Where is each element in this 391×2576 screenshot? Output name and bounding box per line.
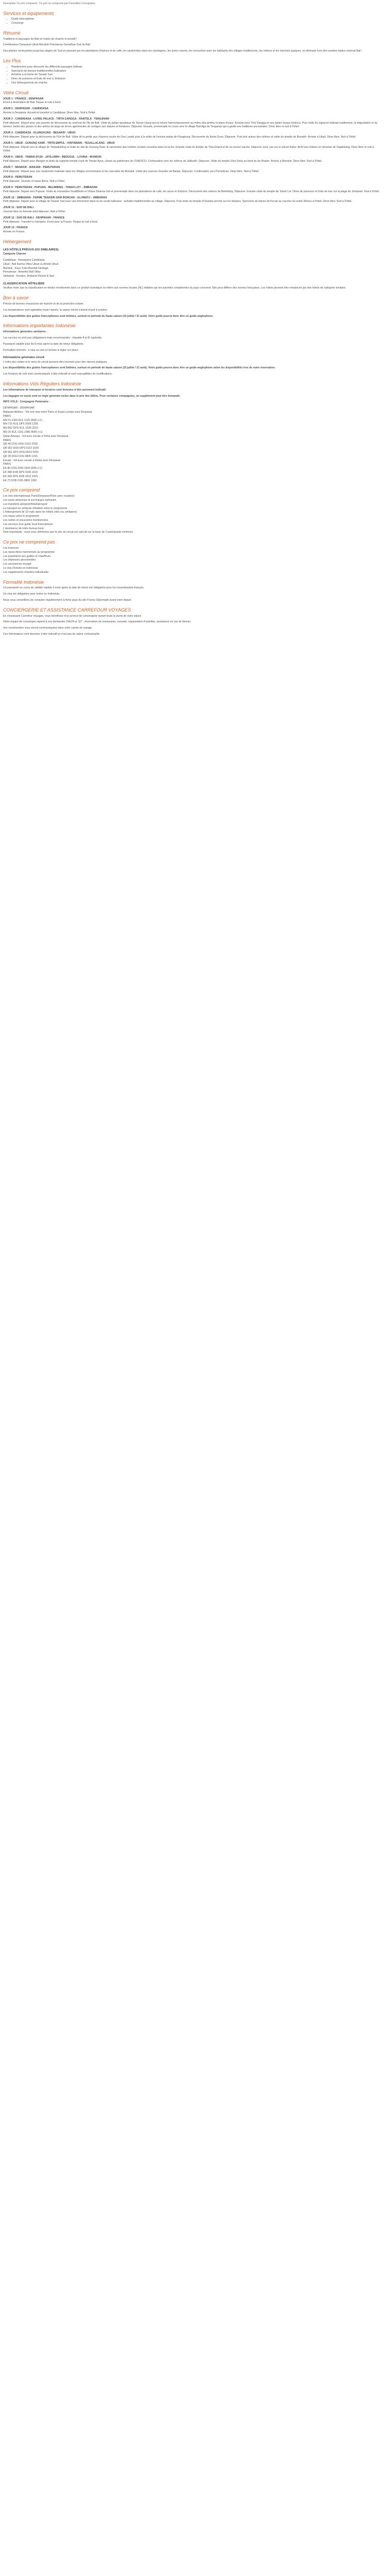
route-line: Escale : Vol avec escale à Dubaï pour Denpasar bbox=[3, 459, 61, 462]
route-line: QR 39 DOH CDG 0805 1315 bbox=[3, 454, 38, 458]
circuit-section bbox=[3, 90, 382, 234]
day-title: JOUR 7 : MUNDUK - BANJAR - PEMUTERAN bbox=[3, 165, 60, 169]
route-line: QR 40 CDG DOH 1515 2330 bbox=[3, 443, 38, 446]
list-item: Les vols internationaux Paris/Denpasar/Paris avec escale(s) bbox=[3, 495, 75, 498]
prix-ne-comprend-list bbox=[3, 547, 382, 575]
list-item: Les pourboires aux guides et chauffeurs bbox=[3, 554, 51, 558]
conditions-section bbox=[3, 355, 382, 377]
day-title: JOUR 12 : SUD DE BALI - DENPASAR - FRANCE bbox=[3, 216, 64, 219]
conditions-title: Informations générales circuit bbox=[3, 356, 44, 360]
flight-routes bbox=[3, 406, 382, 483]
vols-airports-title: INFO VOLS - Compagnie Partenaire : bbox=[3, 400, 50, 404]
route-line: Qatar Airways - Vol avec escale à Doha pour Denpasar bbox=[3, 434, 69, 438]
prix-comprend-list bbox=[3, 495, 382, 531]
route-line: PARIS bbox=[3, 414, 11, 418]
conciergerie-section bbox=[3, 607, 382, 637]
hotel-list bbox=[3, 259, 382, 279]
hebergement-section bbox=[3, 239, 382, 291]
day-title: JOUR 4 : CANDIDASA - KLUNGKUNG - BESAKIH - UBUD bbox=[3, 131, 76, 135]
bonsavoir-section bbox=[3, 295, 382, 318]
formalites-paragraph: Un passeport en cours de validité valable 6 mois après la date de retour est obligatoire pour les ressortissants français. bbox=[3, 586, 144, 590]
day-item bbox=[3, 131, 382, 140]
day-title: JOUR 9 : PEMUTERAN - PUPUAN - BELIMBING - TANAH LOT - JIMBARAN bbox=[3, 186, 97, 189]
list-item: • Des hébergements de charme bbox=[11, 81, 382, 86]
day-title: JOUR 10 : JIMBARAN - FERME TANASIR SARI BONGAN - ULUWATU - JIMBARAN bbox=[3, 196, 107, 199]
formalites-title: Formalité Indonésie bbox=[3, 579, 44, 585]
conciergerie-title: CONCIERGERIE ET ASSISTANCE CARREFOUR VOYAGES bbox=[3, 607, 131, 613]
hotel-line: Jimbaran : Keraton Jimbaran Resort & Spa bbox=[3, 275, 54, 278]
vols-section bbox=[3, 381, 382, 483]
route-line: QR 961 DPS DOH 0010 0415 bbox=[3, 451, 39, 454]
list-item: • Spectacle de danses traditionnelles balinaises bbox=[11, 70, 382, 74]
vols-paragraph: Les informations de transport et horaires sont données à titre purement indicatif. bbox=[3, 388, 107, 392]
route-line: PARIS bbox=[3, 463, 11, 466]
list-item: L'hébergement de 10 nuits dans les hôtels cités (ou similaires) bbox=[3, 511, 77, 514]
route-line: QR 962 DOH DPS 0210 1630 bbox=[3, 447, 39, 450]
sanitaires-paragraph: Informations générales sanitaires : bbox=[3, 330, 47, 334]
list-item: Les taxes aériennes et surcharges carburant bbox=[3, 499, 56, 502]
day-text: Petit déjeuner. Départ vers Pupuan. Visite du monastère bouddhiste et Vihara Dharma Giri et promenade dans les plantations de café, de cacao et d'épices. Découverte des rizières de Belimbing. Déjeuner. Ensuite visite du temple de Tanah Lot. Diner de poissons et fruits de mer sur la plage de Jimbaran. Nuit à l'hôtel. bbox=[3, 190, 380, 193]
bonsavoir-paragraph: Les températures sont agréables toute l'année, la saison sèche s'étend d'avril à octobre. bbox=[3, 308, 108, 312]
classification-text: Veuillez noter que la classification en étoiles mentionnée dans ce produit touristique se réfère aux normes locales (NL) établies par les autorités compétentes du pays concerné. Elle peut différer des normes françaises. Les hôtels peuvent être remplacés par des hôtels de catégorie similaire. bbox=[3, 286, 347, 290]
hotel-line: Pemuteran : Amertha Bali Villas bbox=[3, 270, 41, 274]
list-item: Les services d'un guide local francophone bbox=[3, 522, 53, 526]
day-text: Petit déjeuner. Départ pour la découverte de l'Est de Bali. Visite de la grotte aux chauves-souris de Goa Lawah puis à la visite de l'ancien palais de Klungkung. Découverte du Kerta Gosa. Déjeuner. Puis trek autour des rizières et visite du temple de Besakih. Arrivée à Ubud. Diner libre. Nuit à l'hôtel. bbox=[3, 135, 356, 139]
route-line: EK 80 CDG DXB 1520 0045 (+1) bbox=[3, 467, 42, 470]
services-section bbox=[3, 11, 382, 26]
day-item bbox=[3, 107, 382, 115]
hebergement-category: Catégorie Charme bbox=[3, 252, 26, 256]
formalites-paragraph: Un visa est obligatoire pour entrer en Indonésie. bbox=[3, 592, 60, 596]
route-line: PARIS bbox=[3, 438, 11, 442]
formalites-section bbox=[3, 580, 382, 603]
circuit-days bbox=[3, 97, 382, 234]
day-title: JOUR 8 : PEMUTERAN bbox=[3, 176, 32, 179]
day-title: JOUR 6 : UBUD - TAMAN AYUN - JATILUWIH - BEDUGUL - LOVINA - MUNDUK bbox=[3, 156, 102, 159]
list-item: • Randonnées pour découvrir les différents paysages balinais bbox=[11, 65, 382, 70]
bonsavoir-title: Bon à savoir bbox=[3, 295, 29, 301]
list-item: Les transferts aéroport/hôtel/aéroport bbox=[3, 502, 47, 506]
list-item: L'assistance de notre bureau local bbox=[3, 527, 44, 530]
day-text: Petit déjeuner. Départ pour le village de Tanasir Sari pour une immersion dans la vie rurale balinaise : activités traditionnelles au village. Déjeuner. Puis visite du temple d'Uluwatu perché sur les falaises. Spectacle de danse de Kecak au coucher du soleil. Retour à l'hôtel. Diner libre. Nuit à l'hôtel. bbox=[3, 200, 352, 204]
resume-paragraph: Combinaison Denpasar-Ubud-Munduk-Pemuteran-Sanukhan Sud de Bali bbox=[3, 43, 90, 47]
prix-comprend-note: Note importante : nous vous informons que le prix du circuit est calculé sur la base de 2 participants minimum. bbox=[3, 531, 134, 534]
conditions-paragraph: Les disponibilités des guides francophones sont limitées, surtout en période de haute saison (15 juillet / 31 août). Votre guide pourra donc être un guide anglophone selon les disponibilités lors de votre réservation. bbox=[3, 366, 275, 370]
day-text: Journée libre en formule petit déjeuner. Nuit à l'hôtel. bbox=[3, 210, 66, 213]
route-line: MH 21 CDG KUL 1125 0630 (+1) bbox=[3, 418, 42, 422]
day-title: JOUR 11 : SUD DE BALI bbox=[3, 206, 34, 210]
services-list bbox=[3, 18, 382, 26]
list-item: Les visites et excursions mentionnées bbox=[3, 518, 48, 522]
bonsavoir-paragraph: Les disponibilités des guides francophones sont limitées, surtout en période de haute saison (15 juillet / 31 août). Votre guide pourra donc être un guide anglophone. bbox=[3, 314, 214, 318]
hotel-line: Munduk : Kayu Tulis Munduk Heritage bbox=[3, 266, 48, 270]
classification-title: CLASSIFICATION HÔTELIÈRE bbox=[3, 282, 45, 285]
route-line: MH 20 KUL CDG 2340 0645 (+1) bbox=[3, 431, 43, 434]
plus-list bbox=[3, 65, 382, 86]
list-item: Les repas selon le programme bbox=[3, 515, 40, 518]
conciergerie-paragraph: En choisissant Carrefour Voyages, vous bénéficiez d'un service de conciergerie durant toute la durée de votre séjour. bbox=[3, 614, 142, 618]
route-line: EK 398 DXB DPS 0245 1615 bbox=[3, 471, 38, 474]
formalites-paragraph: Nous vous conseillons de consulter régulièrement la fiche pays du site France Diplomatie avant votre départ. bbox=[3, 598, 132, 602]
list-item: Les repas libres mentionnés au programme bbox=[3, 550, 55, 554]
list-item: • Concierge bbox=[11, 22, 382, 26]
list-item: Les dépenses personnelles bbox=[3, 558, 36, 562]
prix-ne-comprend-section bbox=[3, 539, 382, 574]
sanitaires-paragraph: Formalités d'entrée : e-visa ou visa à l'arrivée à régler sur place. bbox=[3, 348, 79, 352]
conditions-paragraph: L'ordre des visites et le sens du circuit peuvent être inversés pour des raisons pratiques. bbox=[3, 360, 108, 364]
day-item bbox=[3, 117, 382, 129]
list-item: Les boissons bbox=[3, 546, 19, 550]
day-item bbox=[3, 97, 382, 106]
conciergerie-paragraph: Ces informations sont données à titre indicatif et n'ont pas de valeur contractuelle. bbox=[3, 632, 101, 636]
day-title: JOUR 13 : FRANCE bbox=[3, 226, 28, 230]
day-title: JOUR 1 : FRANCE - DENPASAR bbox=[3, 97, 44, 100]
day-item bbox=[3, 206, 382, 214]
list-item: Le visa d'entrée en Indonésie bbox=[3, 566, 38, 570]
prix-comprend-section bbox=[3, 487, 382, 535]
prix-comprend-title: Ce prix comprend bbox=[3, 487, 40, 493]
sanitaires-paragraph: Les vaccins ne sont pas obligatoires mais recommandés : hépatite A et B, typhoïde. bbox=[3, 336, 103, 340]
day-title: JOUR 2 : DENPASAR - CANDIDASA bbox=[3, 107, 48, 111]
bonsavoir-paragraph: Prévoir de bonnes chaussures de marche et de la protection solaire. bbox=[3, 302, 84, 306]
resume-paragraph: Traditions et paysages de Bali en hotels de charme et privatif ! bbox=[3, 37, 77, 41]
day-text: Arrivée à Denpasar. Accueil et transfert à Candidasa. Diner libre. Nuit à l'hôtel. bbox=[3, 111, 96, 115]
sanitaires-paragraph: Passeport valable plus de 6 mois après la date de retour obligatoire. bbox=[3, 342, 84, 346]
resume-paragraph: Des plaines verdoyantes jusqu'aux plages de Sud en passant par les plantations d'épices et de café, les randonnées dans les montagnes, les lavers sacrés, les rencontres avec les habitants des villages traditionnels, les rivières et les marchés typiques, un itinéraire hors des sentiers battus nominal Bali ! bbox=[3, 49, 363, 53]
list-item: Les assurances voyage bbox=[3, 563, 31, 566]
resume-title: Résumé bbox=[3, 30, 21, 36]
day-text: Petit déjeuner. Départ pour une journée de découverte au nord-est de l'île de Bali. Visite du palais aquatique de Taman Ujung qui se trouve harmonieusement au milieu des jardins et plans d'eaux. Ensuite pour Tirta Gangga et ses palais royaux hindous. Puis visite du vigneron balinais traditionnel, la dégustation et du fameux Jardin des gestes et des arbres de large de terres agrémentés de vestiges aux statues et fontaines. Déjeuner. Ensuite, promenade en cours vers le village Bali Aga de Tenganan qui a gardé ses traditions ancestrales. Diner libre et nuit à l'hôtel. bbox=[3, 121, 378, 129]
list-item: • Diner de poissons et fruits de mer à Jimbaran bbox=[11, 77, 382, 81]
day-item bbox=[3, 196, 382, 205]
day-text: Envol à destination de Bali. Repas et nuit à bord. bbox=[3, 101, 61, 105]
day-title: JOUR 5 : UBUD - GUNUNG KAWI - TIRTA EMPUL - KINTAMANI - TEGALLALANG - UBUD bbox=[3, 141, 115, 145]
day-text: Petit déjeuner. Départ pour Mengwi et visite du superbe temple royal de Taman Ayun, classé au patrimoine de l'UNESCO. Continuation vers les rizières de Jatiluwih. Déjeuner. Visite du temple Ulun Danu au bord du lac Bratan. Arrivée à Munduk. Diner libre. Nuit à l'hôtel. bbox=[3, 160, 322, 163]
route-line: Malaysia Airlines - Vol non-stop entre Paris et Kuala Lumpur puis Denpasar bbox=[3, 411, 93, 414]
list-item: Le transport en véhicule climatisé selon le programme bbox=[3, 506, 68, 510]
day-text: Petit déjeuner. Départ vers le village de Tampaksiring et visite du site de Gunung Kawi, le sanctuaire des tombes royales creusées dans la roche. Ensuite visite du temple de Tirta Empul et de sa source sacrée. Déjeuner avec vue sur le volcan Batur. Arrêt aux rizières en terrasse de Tegallalang. Diner libre et nuit à l'hôtel. bbox=[3, 145, 374, 153]
day-item bbox=[3, 142, 382, 154]
day-text: Petit déjeuner. Départ pour une randonnée matinale dans les villages environnants et les cascades de Munduk. Visite des sources chaudes de Banjar. Déjeuner. Continuation vers Pemuteran. Diner libre. Nuit à l'hôtel. bbox=[3, 170, 259, 173]
day-item bbox=[3, 186, 382, 194]
conciergerie-paragraph: Vos coordonnées vous seront communiquées dans votre carnet de voyage. bbox=[3, 626, 93, 630]
services-title: Services et équipements bbox=[3, 10, 54, 16]
route-line: EK 73 DXB CDG 0800 1300 bbox=[3, 479, 37, 482]
route-line: MH 715 KUL DPS 0900 1205 bbox=[3, 422, 38, 426]
sanitaires-section bbox=[3, 323, 382, 352]
hotel-line: Ubud : Bali Karma Villas Ubud ou Artotel Ubud bbox=[3, 262, 58, 266]
plus-title: Les Plus bbox=[3, 58, 21, 64]
route-line: MH 852 DPS KUL 1930 2220 bbox=[3, 427, 38, 430]
conditions-paragraph: Les horaires de vols sont communiqués à titre indicatif et sont susceptibles de modifications. bbox=[3, 372, 113, 376]
prix-ne-comprend-title: Ce prix ne comprend pas bbox=[3, 539, 55, 545]
day-item bbox=[3, 226, 382, 234]
plus-section bbox=[3, 58, 382, 86]
hotel-line: Candidasa : Ramayana Candidasa bbox=[3, 258, 45, 262]
list-item: • Guide francophone bbox=[11, 18, 382, 22]
list-item: • Activités à la ferme de Tanasir Sari bbox=[11, 73, 382, 77]
route-line: EK 399 DPS DXB 1810 2325 bbox=[3, 474, 38, 478]
vols-paragraph: Les bagages en soute sont en règle générale inclus dans le prix des billets. Pour certaines compagnies, un supplément peut être demandé. bbox=[3, 394, 181, 398]
day-item bbox=[3, 156, 382, 164]
sanitaires-title: Informations importantes Indonésie bbox=[3, 323, 76, 329]
document-page bbox=[0, 0, 385, 644]
resume-section bbox=[3, 30, 382, 54]
day-item bbox=[3, 166, 382, 174]
hebergement-title: Hébergement bbox=[3, 239, 31, 244]
circuit-title: Votre Circuit bbox=[3, 90, 29, 95]
list-item: Les suppléments chambre individuelle bbox=[3, 570, 48, 574]
day-text: Arrivée en France. bbox=[3, 230, 25, 234]
route-line: DENPASAR - DENPASAR bbox=[3, 406, 35, 410]
day-item bbox=[3, 216, 382, 225]
conciergerie-paragraph: Notre équipe de concierges répond à vos demandes 24h/24 et 7j/7 : réservation de restaurants, conseils, organisation d'activités, assistance en cas de besoin. bbox=[3, 620, 191, 624]
vols-title: Informations Vols Réguliers Indonésie bbox=[3, 381, 82, 387]
day-text: Petit déjeuner. Journée et repas libres. Nuit à l'hôtel. bbox=[3, 180, 66, 183]
intro-text: Description Ce prix comprend : Ce prix ne comprend pas Formalités Consignées bbox=[3, 2, 95, 5]
hebergement-subtitle: LES HÔTELS PRÉVUS (OU SIMILAIRES): bbox=[3, 248, 59, 251]
day-title: JOUR 3 : CANDIDASA - LIVING PALACE - TIRTA GANGGA - RANTELA - TENGANAN bbox=[3, 117, 109, 121]
day-item bbox=[3, 176, 382, 184]
day-text: Petit déjeuner. Transfert à l'aéroport. Envol pour la France. Repas et nuit à bord. bbox=[3, 220, 99, 224]
